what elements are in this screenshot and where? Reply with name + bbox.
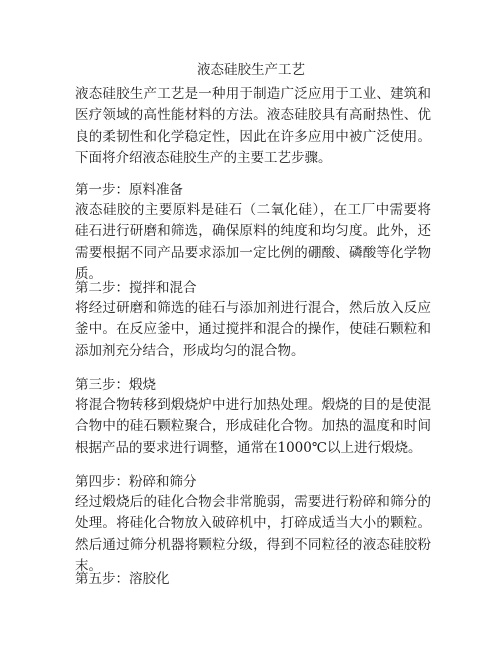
intro-paragraph: 液态硅胶生产工艺是一种用于制造广泛应用于工业、建筑和医疗领域的高性能材料的方法。液态硅胶具有高耐热性、优良的柔韧性和化学稳定性，因此在许多应用中被广泛使用。下面将介绍液态硅胶生产的主要工艺步骤。 [75, 86, 431, 166]
step-1-body: 液态硅胶的主要原料是硅石（二氧化硅），在工厂中需要将硅石进行研磨和筛选，确保原料的纯度和均匀度。此外，还需要根据不同产品要求添加一定比例的硼酸、磷酸等化学物质。 [75, 202, 431, 282]
step-4-body: 经过煅烧后的硅化合物会非常脆弱，需要进行粉碎和筛分的处理。将硅化合物放入破碎机中，打碎成适当大小的颗粒。然后通过筛分机器将颗粒分级，得到不同粒径的液态硅胶粉末。 [75, 494, 431, 574]
document-title: 液态硅胶生产工艺 [197, 62, 305, 78]
step-4-heading: 第四步：粉碎和筛分 [75, 474, 197, 490]
step-2-body: 将经过研磨和筛选的硅石与添加剂进行混合，然后放入反应釜中。在反应釜中，通过搅拌和混合的操作，使硅石颗粒和添加剂充分结合，形成均匀的混合物。 [75, 300, 431, 359]
step-2-heading: 第二步：搅拌和混合 [75, 280, 197, 296]
step-5-heading: 第五步：溶胶化 [75, 571, 170, 587]
step-3-heading: 第三步：煅烧 [75, 377, 156, 393]
step-1-heading: 第一步：原料准备 [75, 182, 183, 198]
step-3-body: 将混合物转移到煅烧炉中进行加热处理。煅烧的目的是使混合物中的硅石颗粒聚合，形成硅化合物。加热的温度和时间根据产品的要求进行调整，通常在1000℃以上进行煅烧。 [75, 397, 431, 456]
